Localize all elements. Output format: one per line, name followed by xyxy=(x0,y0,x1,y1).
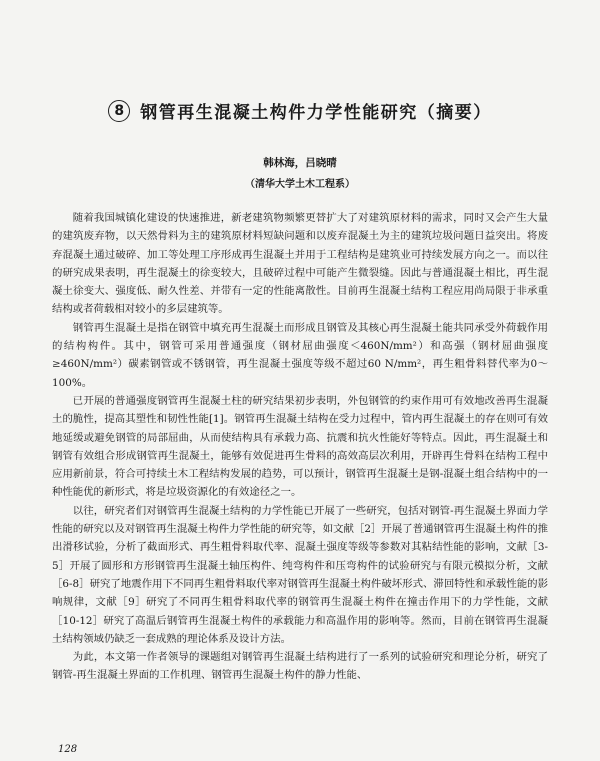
page-number: 128 xyxy=(58,744,78,755)
authors: 韩林海，吕晓晴 xyxy=(263,157,337,169)
paragraph-4: 以往，研究者们对钢管再生混凝土结构的力学性能已开展了一些研究，包括对钢管-再生混凝土界面力学性能的研究以及对钢管再生混凝土构件力学性能的研究等，如文献［2］开展了普通钢管再生混凝土构件的推出滑移试验，分析了截面形式、再生粗骨料取代率、混凝土强度等级等参数对其粘结性能的影响，文献［3-5］开展了圆形和方形钢管再生混凝土轴压构件、纯弯构件和压弯构件的试验研究与有限元模拟分析，文献［6-8］研究了地震作用下不同再生粗骨料取代率对钢管再生混凝土构件破坏形式、滞回特性和承载性能的影响规律，文献［9］研究了不同再生粗骨料取代率的钢管再生混凝土构件在撞击作用下的力学性能，文献［10-12］研究了高温后钢管再生混凝土构件的承载能力和高温作用的影响等。然而，目前在钢管再生混凝土结构领域仍缺乏一套成熟的理论体系及设计方法。 xyxy=(52,504,548,645)
paragraph-3: 已开展的普通强度钢管再生混凝土柱的研究结果初步表明，外包钢管的约束作用可有效地改善再生混凝土的脆性，提高其塑性和韧性性能[1]。钢管再生混凝土结构在受力过程中，管内再生混凝土的存在则可有效地延缓或避免钢管的局部屈曲，从而使结构具有承载力高、抗震和抗火性能好等特点。因此，再生混凝土和钢管有效组合形成钢管再生混凝土，能够有效促进再生骨料的高效高层次利用，开辟再生骨料在结构工程中应用新前景，符合可持续土木工程结构发展的趋势，可以预计，钢管再生混凝土是钢-混凝土组合结构中的一种性能优的新形式，将是垃圾资源化的有效途径之一。 xyxy=(52,394,548,499)
paper-title: 钢管再生混凝土构件力学性能研究（摘要） xyxy=(140,103,492,123)
paragraph-5: 为此，本文第一作者领导的课题组对钢管再生混凝土结构进行了一系列的试验研究和理论分析，研究了钢管-再生混凝土界面的工作机理、钢管再生混凝土构件的静力性能、 xyxy=(52,651,548,682)
paragraph-2: 钢管再生混凝土是指在钢管中填充再生混凝土而形成且钢管及其核心再生混凝土能共同承受外荷载作用的结构构件。其中，钢管可采用普通强度（钢材屈曲强度＜460N/mm²）和高强（钢材屈曲强度≥460N/mm²）碳素钢管或不锈钢管，再生混凝土强度等级不超过60 N/mm²，再生粗骨料替代率为0～100%。 xyxy=(52,321,548,389)
title-row xyxy=(0,98,600,123)
affiliation: （清华大学土木工程系） xyxy=(245,179,355,190)
section-number-badge: 8 xyxy=(108,100,130,122)
abstract-body xyxy=(52,209,548,685)
paragraph-1: 随着我国城镇化建设的快速推进，新老建筑物频繁更替扩大了对建筑原材料的需求，同时又会产生大量的建筑废弃物，以天然骨料为主的建筑原材料短缺问题和以废弃混凝土为主的建筑垃圾问题日益突出。将废弃混凝土通过破碎、加工等处理工序形成再生混凝土并用于工程结构是建筑业可持续发展方向之一。而以往的研究成果表明，再生混凝土的徐变较大，且破碎过程中可能产生微裂缝。因此与普通混凝土相比，再生混凝土徐变大、强度低、耐久性差、并带有一定的性能离散性。目前再生混凝土结构工程应用尚局限于非承重结构或者荷载相对较小的多层建筑等。 xyxy=(52,212,548,316)
